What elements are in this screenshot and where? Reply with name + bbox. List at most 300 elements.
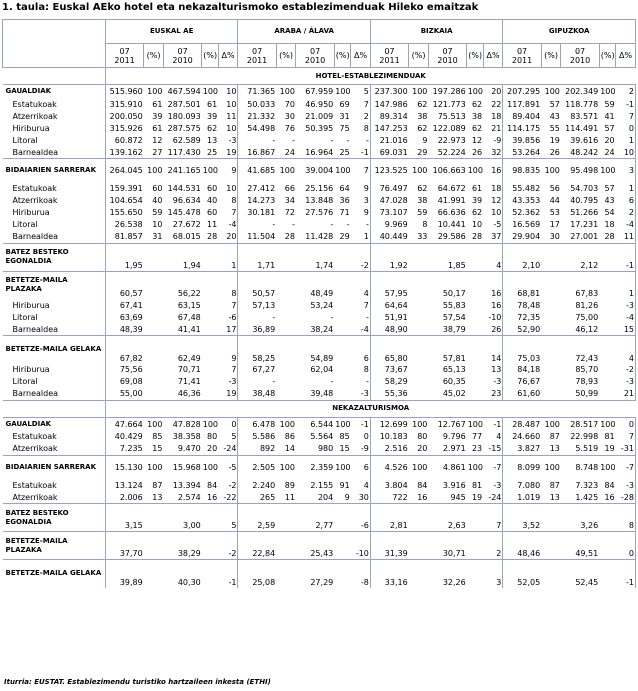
data-cell: 3 [616, 159, 636, 183]
data-cell: 50.395 [305, 123, 334, 133]
data-cell [334, 311, 350, 323]
data-cell: 59 [604, 99, 615, 109]
data-cell: 20 [417, 444, 428, 453]
data-cell: 39 [152, 111, 163, 121]
data-cell: 27 [152, 147, 163, 157]
data-cell: 55,36 [384, 389, 408, 398]
data-cell [144, 271, 164, 299]
data-cell: 315.910 [109, 99, 143, 109]
data-cell [276, 299, 296, 311]
data-cell: 13.124 [114, 480, 143, 490]
data-cell: 100 [144, 455, 164, 479]
data-cell: 1,85 [428, 243, 466, 271]
data-cell: 67,27 [252, 365, 276, 374]
year-2011-header: 07 2011 [105, 44, 143, 68]
data-cell: 18 [483, 110, 503, 122]
data-cell: 0 [616, 532, 636, 560]
data-cell: 9 [344, 492, 350, 502]
data-cell: 80 [417, 432, 428, 441]
data-cell: 52.362 [512, 208, 541, 217]
table-row [3, 299, 636, 311]
data-cell [409, 311, 429, 323]
data-cell [541, 271, 561, 299]
percent-header: (%) [467, 44, 483, 68]
table-row [3, 336, 636, 364]
data-cell: 91 [339, 480, 350, 490]
data-cell: 1 [218, 243, 238, 271]
row-label: BATEZ BESTEKO EGONALDIA [3, 504, 106, 532]
data-cell: 2.505 [238, 455, 276, 479]
data-cell [202, 271, 218, 299]
data-cell: -1 [483, 417, 503, 431]
data-cell: 54,89 [296, 336, 334, 364]
data-cell: -1 [616, 560, 636, 588]
data-cell: 39,89 [105, 560, 143, 588]
row-label: Hiriburua [3, 122, 106, 134]
data-cell: 50,57 [238, 271, 276, 299]
data-cell: 56 [549, 184, 560, 193]
data-cell [467, 271, 483, 299]
data-cell: 100 [144, 417, 164, 431]
row-label: GAUALDIAK [3, 417, 106, 431]
data-cell: 7 [218, 207, 238, 219]
data-cell: 2,59 [238, 504, 276, 532]
data-cell: 515.960 [105, 85, 143, 99]
data-cell [276, 532, 296, 560]
data-cell: 87 [549, 480, 560, 490]
data-cell: 3 [483, 560, 503, 588]
data-cell: 72 [284, 208, 295, 217]
data-cell: 7 [218, 364, 238, 376]
data-cell [144, 243, 164, 271]
data-cell: 73,67 [384, 365, 408, 374]
data-cell: 43 [604, 196, 615, 205]
data-cell [541, 364, 561, 376]
data-cell [599, 504, 615, 532]
data-cell: 8.099 [503, 455, 541, 479]
data-cell: 29 [339, 232, 350, 241]
data-cell: 4 [483, 431, 503, 443]
table-row [3, 231, 636, 244]
data-cell [599, 532, 615, 560]
data-cell: 54.703 [570, 184, 599, 193]
data-cell: 20 [206, 444, 218, 453]
data-cell: 1,92 [370, 243, 408, 271]
data-cell: 57 [604, 184, 615, 193]
data-cell [467, 311, 483, 323]
table-row [3, 491, 636, 504]
data-cell: 39.004 [296, 159, 334, 183]
row-label: Atzerrikoak [3, 110, 106, 122]
data-cell: 71,41 [177, 377, 201, 386]
data-cell: 1,95 [105, 243, 143, 271]
row-label: Estatukoak [3, 183, 106, 195]
data-cell: 100 [334, 159, 350, 183]
table-row [3, 417, 636, 431]
data-cell: 7 [616, 431, 636, 443]
data-cell [202, 532, 218, 560]
data-cell: 81,26 [575, 300, 599, 310]
data-cell: - [272, 312, 276, 322]
data-cell: 14 [483, 336, 503, 364]
data-cell: 7 [483, 504, 503, 532]
data-cell: 100 [334, 455, 350, 479]
percent-header: (%) [144, 44, 164, 68]
data-cell: -3 [218, 376, 238, 388]
data-cell: 100 [541, 85, 561, 99]
data-cell: 16 [483, 299, 503, 311]
table-row [3, 479, 636, 491]
data-cell: 39.616 [570, 135, 599, 145]
data-cell: 65,13 [442, 365, 466, 374]
data-cell: 41.685 [238, 159, 276, 183]
data-cell: 2.516 [384, 444, 408, 453]
data-cell: 7 [616, 110, 636, 122]
data-cell [202, 560, 218, 588]
data-cell: 2,12 [561, 243, 599, 271]
data-cell: 118.778 [565, 99, 599, 109]
data-cell: 28.517 [561, 417, 599, 431]
data-cell: 69.031 [379, 147, 408, 157]
data-cell: 7.235 [119, 444, 143, 453]
data-cell: 2 [616, 207, 636, 219]
data-cell [334, 388, 350, 401]
data-cell: 67,83 [561, 271, 599, 299]
data-cell: 39 [206, 111, 218, 121]
data-cell: 100 [467, 455, 483, 479]
data-cell [409, 532, 429, 560]
data-cell: 78,93 [575, 377, 599, 386]
data-cell [276, 376, 296, 388]
data-cell: 5.586 [252, 432, 276, 441]
data-cell [276, 243, 296, 271]
data-cell: 11 [206, 220, 218, 229]
data-cell [541, 504, 561, 532]
data-cell: 100 [409, 159, 429, 183]
data-cell: 98.835 [503, 159, 541, 183]
data-cell: 100 [144, 159, 164, 183]
data-cell: -24 [483, 491, 503, 504]
data-cell: 139.162 [109, 147, 143, 157]
data-cell [144, 336, 164, 364]
data-cell: 4.526 [370, 455, 408, 479]
data-cell: 1.019 [517, 492, 541, 502]
data-cell: 8 [351, 364, 371, 376]
data-cell: 66 [284, 184, 295, 193]
data-cell [541, 376, 561, 388]
data-cell [409, 560, 429, 588]
delta-header: Δ% [616, 44, 636, 68]
data-cell: -4 [616, 219, 636, 231]
data-cell: 9 [422, 135, 428, 145]
data-cell [409, 299, 429, 311]
data-cell: 48.242 [570, 147, 599, 157]
data-cell: 9 [351, 183, 371, 195]
year-2011-header: 07 2011 [503, 44, 541, 68]
data-cell [599, 323, 615, 336]
data-cell: 71 [339, 208, 350, 217]
data-cell: 3,00 [163, 504, 201, 532]
data-cell: 16.964 [305, 147, 334, 157]
data-cell: 7 [351, 98, 371, 110]
data-cell: 41 [604, 111, 615, 121]
source-note: Iturria: EUSTAT. Establezimendu turistiko hartzaileen inkesta (ETHI) [4, 678, 271, 686]
data-cell: 34 [284, 196, 295, 205]
table-title: 1. taula: Euskal AEko hotel eta nekazalturismoko establezimenduak Hileko emaitzak [2, 2, 479, 13]
data-cell: 2,10 [503, 243, 541, 271]
data-cell: 62 [206, 123, 218, 133]
region-header: GIPUZKOA [503, 20, 636, 44]
data-cell: 52,90 [517, 324, 541, 334]
row-label: Litoral [3, 134, 106, 146]
data-cell: 27,29 [296, 560, 334, 588]
data-cell: 54.498 [247, 123, 276, 133]
data-cell: -6 [351, 504, 371, 532]
data-cell: 2.006 [119, 492, 143, 502]
data-cell: 145.478 [167, 208, 201, 217]
data-cell: 62,04 [310, 365, 334, 374]
data-cell [467, 243, 483, 271]
data-cell: 100 [334, 85, 350, 99]
data-cell: 147.253 [374, 123, 408, 133]
data-cell: - [292, 135, 295, 145]
data-cell: 241.165 [163, 159, 201, 183]
data-cell: 16.569 [512, 220, 541, 229]
data-cell: 32,26 [428, 560, 466, 588]
row-label: Barnealdea [3, 231, 106, 244]
data-cell: 2.971 [442, 444, 466, 453]
data-cell: 3,52 [503, 504, 541, 532]
data-cell: 980 [317, 444, 334, 453]
data-cell: -3 [218, 134, 238, 146]
data-cell: 22,84 [238, 532, 276, 560]
data-cell: 100 [599, 455, 615, 479]
table-row [3, 183, 636, 195]
data-cell [409, 323, 429, 336]
data-cell: 59 [152, 208, 163, 217]
data-cell: 6 [351, 336, 371, 364]
data-cell: 62 [417, 123, 428, 133]
data-cell: - [272, 377, 276, 386]
data-cell: 4 [351, 271, 371, 299]
data-cell: 16 [417, 492, 428, 502]
percent-header: (%) [409, 44, 429, 68]
data-cell: 1.425 [575, 492, 599, 502]
data-cell: 47.828 [163, 417, 201, 431]
data-cell [599, 311, 615, 323]
data-cell: 2,77 [296, 504, 334, 532]
table-row [3, 376, 636, 388]
data-cell: 9 [218, 159, 238, 183]
row-label: Estatukoak [3, 479, 106, 491]
data-cell: 53.264 [512, 147, 541, 157]
data-cell: 32 [483, 146, 503, 159]
data-cell: 38,29 [163, 532, 201, 560]
data-cell: 20 [604, 135, 615, 145]
data-cell: 2.155 [310, 480, 334, 490]
data-cell: 24.660 [512, 432, 541, 441]
data-cell: 48,90 [384, 324, 408, 334]
data-cell: 11 [284, 492, 295, 502]
data-cell: 38,79 [442, 324, 466, 334]
data-cell: 21.016 [379, 135, 408, 145]
data-cell: 45,02 [442, 389, 466, 398]
data-cell: 265 [259, 492, 276, 502]
data-cell: 16 [206, 492, 218, 502]
data-cell: 84 [206, 480, 218, 490]
table-body [3, 68, 636, 588]
data-cell: 26 [483, 323, 503, 336]
data-cell [541, 560, 561, 588]
data-cell: 31,39 [370, 532, 408, 560]
data-cell: 21 [483, 122, 503, 134]
row-label: Barnealdea [3, 146, 106, 159]
data-cell: 237.300 [370, 85, 408, 99]
section-title: HOTEL-ESTABLEZIMENDUAK [105, 68, 635, 85]
data-cell: 3.916 [442, 480, 466, 490]
data-cell: 37 [483, 231, 503, 244]
data-cell: 24 [284, 147, 295, 157]
region-header: EUSKAL AE [105, 20, 238, 44]
data-cell: 100 [202, 85, 218, 99]
data-cell: 55 [549, 123, 560, 133]
data-cell: 62 [417, 184, 428, 193]
data-cell: 287.575 [167, 123, 201, 133]
data-cell: 100 [276, 417, 296, 431]
data-cell: 8 [351, 122, 371, 134]
data-cell: 22 [483, 98, 503, 110]
data-cell [144, 311, 164, 323]
data-cell: 33 [417, 232, 428, 241]
data-cell: 159.391 [109, 184, 143, 193]
data-cell: 1,71 [238, 243, 276, 271]
data-cell: 61 [471, 184, 483, 193]
year-2010-header: 07 2010 [163, 44, 201, 68]
data-cell: 52,05 [503, 560, 541, 588]
data-cell: 25.156 [305, 184, 334, 193]
data-cell: 200.050 [109, 111, 143, 121]
data-cell: 2 [483, 532, 503, 560]
data-cell: - [330, 220, 334, 229]
data-cell: 100 [202, 159, 218, 183]
data-cell [334, 323, 350, 336]
table-row [3, 85, 636, 99]
section-header-row [3, 400, 636, 417]
row-label: Estatukoak [3, 98, 106, 110]
data-cell: 11 [218, 110, 238, 122]
table-row [3, 364, 636, 376]
data-cell: -3 [616, 479, 636, 491]
table-row [3, 243, 636, 271]
data-cell: 29.586 [437, 232, 466, 241]
data-cell: -2 [616, 364, 636, 376]
data-cell: 61 [152, 123, 163, 133]
data-cell: 89 [284, 480, 295, 490]
data-cell [144, 323, 164, 336]
data-cell: 18 [483, 183, 503, 195]
data-cell: 39 [471, 196, 483, 205]
data-cell: 40,30 [163, 560, 201, 588]
table-row [3, 504, 636, 532]
data-cell: 48,49 [296, 271, 334, 299]
row-label: Hiriburua [3, 207, 106, 219]
data-cell: 10 [218, 85, 238, 99]
data-cell: 63,15 [177, 300, 201, 310]
data-cell [467, 504, 483, 532]
data-cell: 17.231 [570, 220, 599, 229]
data-cell: 52.224 [437, 147, 466, 157]
data-cell: 89.404 [512, 111, 541, 121]
data-cell: 77 [471, 432, 483, 441]
data-cell: 51.266 [570, 208, 599, 217]
data-cell: 26.538 [114, 220, 143, 229]
data-cell: - [346, 135, 350, 145]
data-cell: - [346, 220, 350, 229]
data-cell: 58,29 [384, 377, 408, 386]
data-cell: -3 [616, 376, 636, 388]
data-cell: 28 [206, 232, 218, 241]
data-cell: 6.544 [296, 417, 334, 431]
row-label: BETETZE-MAILA GELAKA [3, 560, 106, 588]
data-cell: 81 [604, 432, 615, 441]
data-cell: 17 [549, 220, 560, 229]
data-cell: -24 [218, 443, 238, 456]
data-cell [409, 364, 429, 376]
data-cell: 19 [471, 492, 483, 502]
data-cell [599, 376, 615, 388]
data-cell: 48,39 [119, 324, 143, 334]
data-cell [202, 504, 218, 532]
data-cell: 78,48 [517, 300, 541, 310]
data-cell: 114.175 [507, 123, 541, 133]
data-cell [409, 504, 429, 532]
data-cell: 100 [409, 417, 429, 431]
data-cell: 7 [351, 299, 371, 311]
data-cell: 4 [616, 336, 636, 364]
data-cell [202, 243, 218, 271]
data-cell [467, 336, 483, 364]
data-cell: - [330, 312, 334, 322]
data-cell: -9 [483, 134, 503, 146]
data-cell [409, 336, 429, 364]
data-cell: 4 [483, 243, 503, 271]
data-cell: 19 [218, 388, 238, 401]
data-cell [599, 243, 615, 271]
data-cell: 10 [218, 122, 238, 134]
data-cell [144, 532, 164, 560]
data-cell: 10 [218, 183, 238, 195]
data-cell: 50.033 [247, 99, 276, 109]
data-cell: 100 [599, 417, 615, 431]
data-cell: 28 [284, 232, 295, 241]
data-cell [541, 336, 561, 364]
data-cell: 10.183 [379, 432, 408, 441]
data-cell: 59 [417, 208, 428, 217]
table-row [3, 271, 636, 299]
data-cell: 81.857 [114, 232, 143, 241]
data-cell: 50,17 [428, 271, 466, 299]
data-cell: 68,81 [503, 271, 541, 299]
data-cell [599, 388, 615, 401]
data-cell: 38 [417, 196, 428, 205]
data-cell: 17 [218, 323, 238, 336]
table-row [3, 311, 636, 323]
data-cell: - [292, 220, 295, 229]
data-cell: 180.093 [167, 111, 201, 121]
data-cell: 8 [422, 220, 428, 229]
data-cell: 3.827 [517, 444, 541, 453]
data-cell: 100 [276, 159, 296, 183]
